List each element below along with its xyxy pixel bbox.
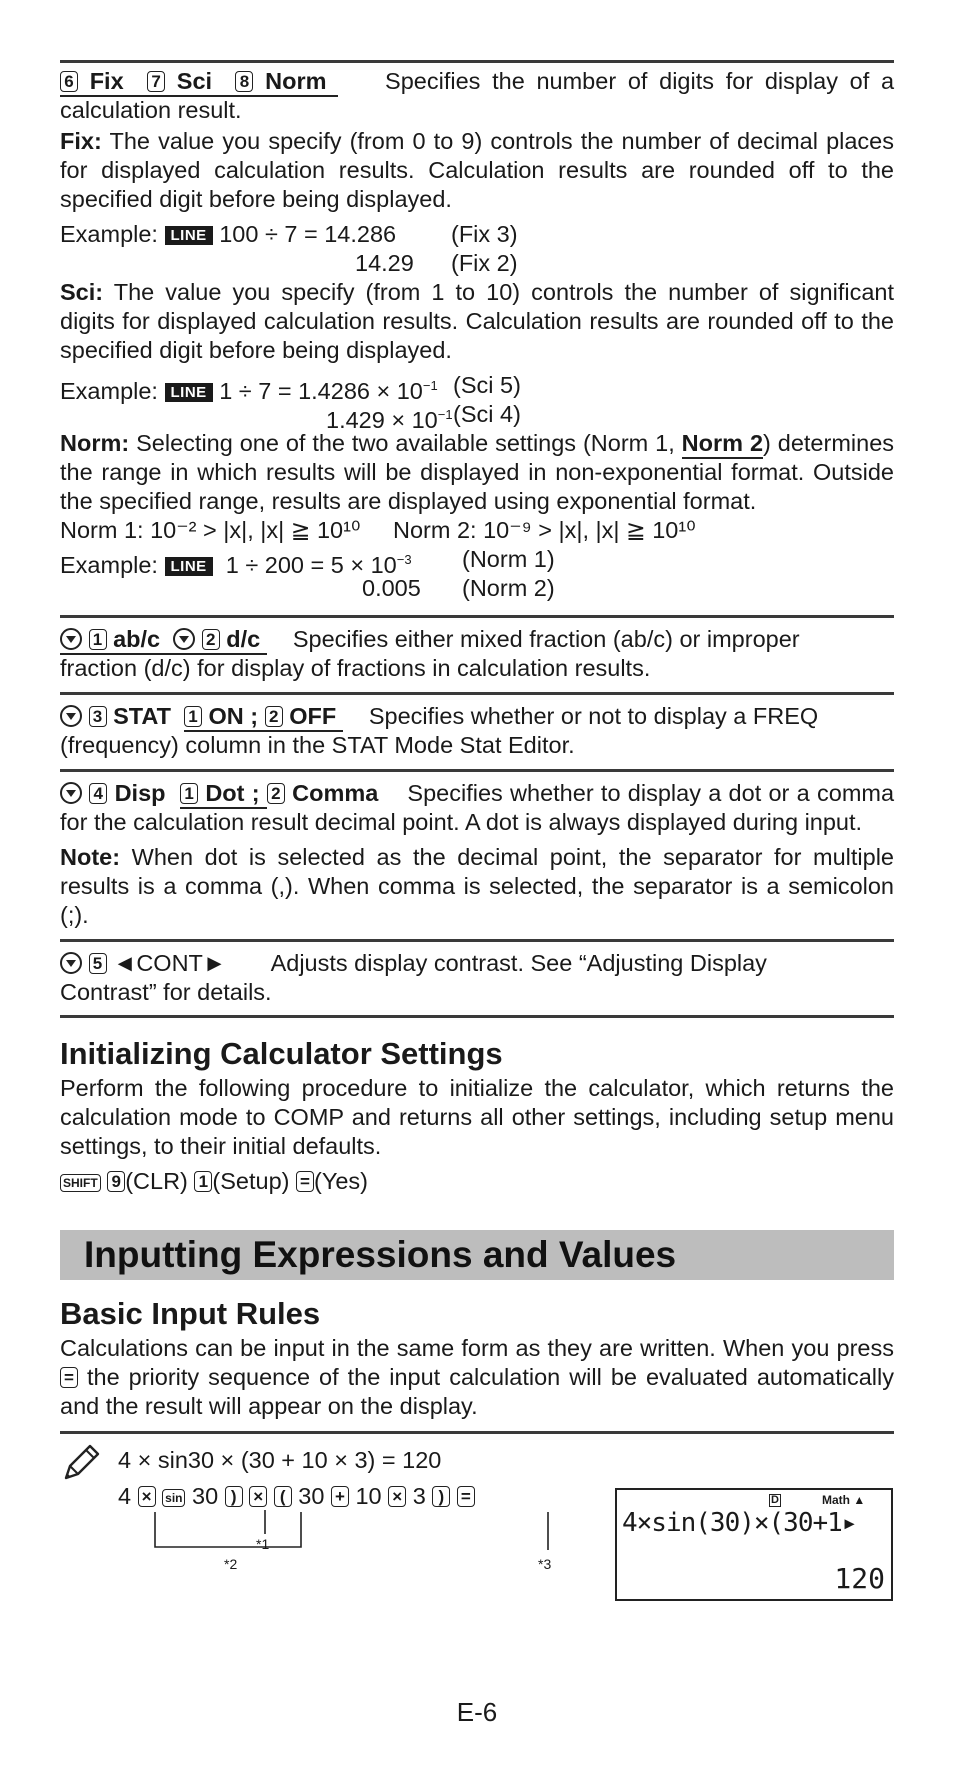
deg-indicator: D: [771, 1494, 779, 1506]
basic-text-a: Calculations can be input in the same form as they are written. When you press: [60, 1335, 894, 1361]
fix-ex2-note: (Fix 2): [451, 250, 518, 276]
fix-label: Fix: [89, 68, 124, 94]
note-text: When dot is selected as the decimal point, the separator for multiple results is a comma (,). When comma is selected, the separator is a semicolon (;).: [60, 844, 894, 928]
stat-desc-a: Specifies whether or not to display a FREQ: [368, 703, 819, 729]
clr-label: (CLR): [125, 1168, 188, 1194]
sci-ex2-note: (Sci 4): [453, 401, 521, 427]
key-9[interactable]: 9: [107, 1171, 125, 1192]
basic-heading: Basic Input Rules: [60, 1296, 321, 1331]
line-badge: LINE: [165, 557, 213, 576]
times-key[interactable]: ×: [388, 1486, 406, 1507]
stat-block: [60, 702, 894, 760]
rule: [60, 939, 894, 942]
sci-ex1-exp: −1: [422, 378, 438, 393]
disp-desc: Specifies whether to display a dot or a comma for the calculation result decimal point. A dot is always displayed during input.: [60, 780, 895, 835]
rule: [60, 1431, 894, 1434]
setup-label: (Setup): [212, 1168, 290, 1194]
sci-heading: Sci:: [60, 279, 104, 305]
norm-text-b: ) determines the range in which results will be displayed in non-exponential format. Outside the specified range, results are displayed using exponential format.: [60, 430, 895, 514]
key-1[interactable]: 1: [184, 706, 202, 727]
rule-top: [60, 60, 894, 63]
sci-ex1-note: (Sci 5): [453, 372, 521, 398]
rule: [60, 615, 894, 618]
note-1: *1: [256, 1536, 270, 1552]
section-title: Inputting Expressions and Values: [60, 1230, 894, 1280]
note-2: *2: [224, 1556, 238, 1572]
sci-ex2-exp: −1: [437, 407, 453, 422]
key-4[interactable]: 4: [89, 783, 107, 804]
display-input: 4×sin(30)×(30+1▸: [622, 1508, 857, 1538]
note-3: *3: [538, 1556, 552, 1572]
times-key[interactable]: ×: [249, 1486, 267, 1507]
manual-page: [60, 60, 894, 1617]
down-arrow-icon[interactable]: [60, 705, 82, 727]
annotation-brackets: [60, 1442, 620, 1572]
fix-sci-norm-block: [60, 67, 894, 603]
sci-text: The value you specify (from 1 to 10) controls the number of significant digits for displayed calculation results. Calculation results are rounded off to the specified digit before being displayed.: [60, 279, 894, 363]
example-label: Example:: [60, 221, 158, 247]
equals-key[interactable]: =: [296, 1171, 314, 1192]
fix-example: [60, 220, 894, 278]
init-heading: Initializing Calculator Settings: [60, 1036, 503, 1071]
init-text: Perform the following procedure to initialize the calculator, which returns the calculation mode to COMP and returns all other settings, including setup menu settings, to their initial defaults.: [60, 1075, 894, 1159]
key-1[interactable]: 1: [180, 783, 198, 804]
stat-desc-b: (frequency) column in the STAT Mode Stat Editor.: [60, 732, 575, 758]
comma-label: Comma: [292, 780, 379, 806]
fix-ex1: 100 ÷ 7 = 14.286: [219, 221, 397, 247]
key-5[interactable]: 5: [89, 953, 107, 974]
fix-ex2: 14.29: [355, 250, 414, 276]
digit-4: 4: [118, 1483, 132, 1509]
math-indicator: Math ▲: [822, 1493, 866, 1507]
digit-3: 3: [412, 1483, 426, 1509]
setting-keys-fraction: [60, 626, 267, 655]
norm-heading: Norm:: [60, 430, 130, 456]
digit-30: 30: [298, 1483, 325, 1509]
key-1[interactable]: 1: [194, 1171, 212, 1192]
fraction-desc-a: Specifies either mixed fraction (ab/c) or improper: [292, 626, 800, 652]
contrast-desc-a: Adjusts display contrast. See “Adjusting Display: [270, 950, 767, 976]
setting-keys-fix-sci-norm: [60, 68, 338, 97]
times-key[interactable]: ×: [138, 1486, 156, 1507]
sin-key[interactable]: sin: [162, 1489, 185, 1507]
page-number: E-6: [456, 1697, 498, 1727]
stat-label: STAT: [113, 703, 171, 729]
line-badge: LINE: [165, 226, 213, 245]
cont-label: ◄CONT►: [113, 950, 227, 976]
digit-10: 10: [355, 1483, 382, 1509]
plus-key[interactable]: +: [331, 1486, 349, 1507]
on-label: ON ;: [208, 703, 259, 729]
setting-keys-disp: [180, 780, 267, 809]
equals-key[interactable]: =: [60, 1367, 78, 1388]
abc-label: ab/c: [113, 626, 161, 652]
setting-keys-stat: [184, 703, 343, 732]
fix-text: The value you specify (from 0 to 9) controls the number of decimal places for displayed calculation results. Calculation results are rounded off to the specified digit before being displayed.: [60, 128, 895, 212]
yes-label: (Yes): [314, 1168, 369, 1194]
calculator-display: [615, 1488, 893, 1601]
down-arrow-icon[interactable]: [60, 952, 82, 974]
down-arrow-icon[interactable]: [173, 628, 195, 650]
contrast-desc-b: Contrast” for details.: [60, 979, 272, 1005]
right-paren-key[interactable]: ): [432, 1486, 450, 1507]
dc-label: d/c: [226, 626, 261, 652]
example-area: [60, 1442, 894, 1617]
key-3[interactable]: 3: [89, 706, 107, 727]
rule: [60, 692, 894, 695]
basic-section: [60, 1294, 894, 1421]
norm1-range: Norm 1: 10⁻² > |x|, |x| ≧ 10¹⁰: [60, 517, 361, 543]
left-paren-key[interactable]: (: [274, 1486, 292, 1507]
init-keys: [60, 1167, 894, 1196]
key-8[interactable]: 8: [235, 71, 253, 92]
contrast-block: [60, 949, 894, 1007]
norm-ex1: 1 ÷ 200 = 5 × 10: [225, 551, 397, 578]
display-result: 120: [834, 1562, 885, 1595]
key-7[interactable]: 7: [147, 71, 165, 92]
disp-label: Disp: [114, 780, 166, 806]
norm-ex1-note: (Norm 1): [462, 546, 555, 572]
shift-key[interactable]: SHIFT: [60, 1174, 101, 1192]
rule: [60, 769, 894, 772]
norm-text-a: Selecting one of the two available settings (Norm 1,: [136, 430, 675, 456]
fix-sci-norm-desc: Specifies the number of digits for display of a calculation result.: [60, 68, 895, 123]
note-label: Note:: [60, 844, 121, 870]
fraction-desc-b: fraction (d/c) for display of fractions in calculation results.: [60, 655, 651, 681]
right-paren-key[interactable]: ): [225, 1486, 243, 1507]
sci-label: Sci: [176, 68, 213, 94]
norm-ex2: 0.005: [362, 575, 421, 601]
rule: [60, 1015, 894, 1018]
sci-ex2: 1.429 × 10: [326, 406, 438, 433]
norm-label: Norm: [265, 68, 327, 94]
example-expression: 4 × sin30 × (30 + 10 × 3) = 120: [118, 1447, 442, 1473]
norm-example: [60, 545, 894, 603]
fix-ex1-note: (Fix 3): [451, 221, 518, 247]
sci-example: [60, 371, 894, 433]
off-label: OFF: [289, 703, 337, 729]
key-2[interactable]: 2: [267, 783, 285, 804]
line-badge: LINE: [165, 383, 213, 402]
key-1[interactable]: 1: [89, 629, 107, 650]
example-label: Example:: [60, 551, 158, 578]
key-6[interactable]: 6: [60, 71, 78, 92]
example-label: Example:: [60, 377, 158, 404]
norm-default: Norm 2: [682, 430, 763, 459]
norm-ex1-exp: −3: [396, 552, 412, 567]
fix-heading: Fix:: [60, 128, 102, 154]
key-2[interactable]: 2: [265, 706, 283, 727]
dot-label: Dot ;: [205, 780, 260, 806]
norm2-range: Norm 2: 10⁻⁹ > |x|, |x| ≧ 10¹⁰: [393, 517, 696, 543]
down-arrow-icon[interactable]: [60, 782, 82, 804]
norm-ex2-note: (Norm 2): [462, 575, 555, 601]
sci-ex1: 1 ÷ 7 = 1.4286 × 10: [219, 377, 423, 404]
digit-30: 30: [192, 1483, 219, 1509]
equals-key[interactable]: =: [457, 1486, 475, 1507]
init-section: [60, 1034, 894, 1196]
key-2[interactable]: 2: [202, 629, 220, 650]
fraction-block: [60, 625, 894, 683]
disp-block: [60, 779, 894, 930]
basic-text-b: the priority sequence of the input calculation will be evaluated automatically and the result will appear on the display.: [60, 1364, 894, 1419]
down-arrow-icon[interactable]: [60, 628, 82, 650]
